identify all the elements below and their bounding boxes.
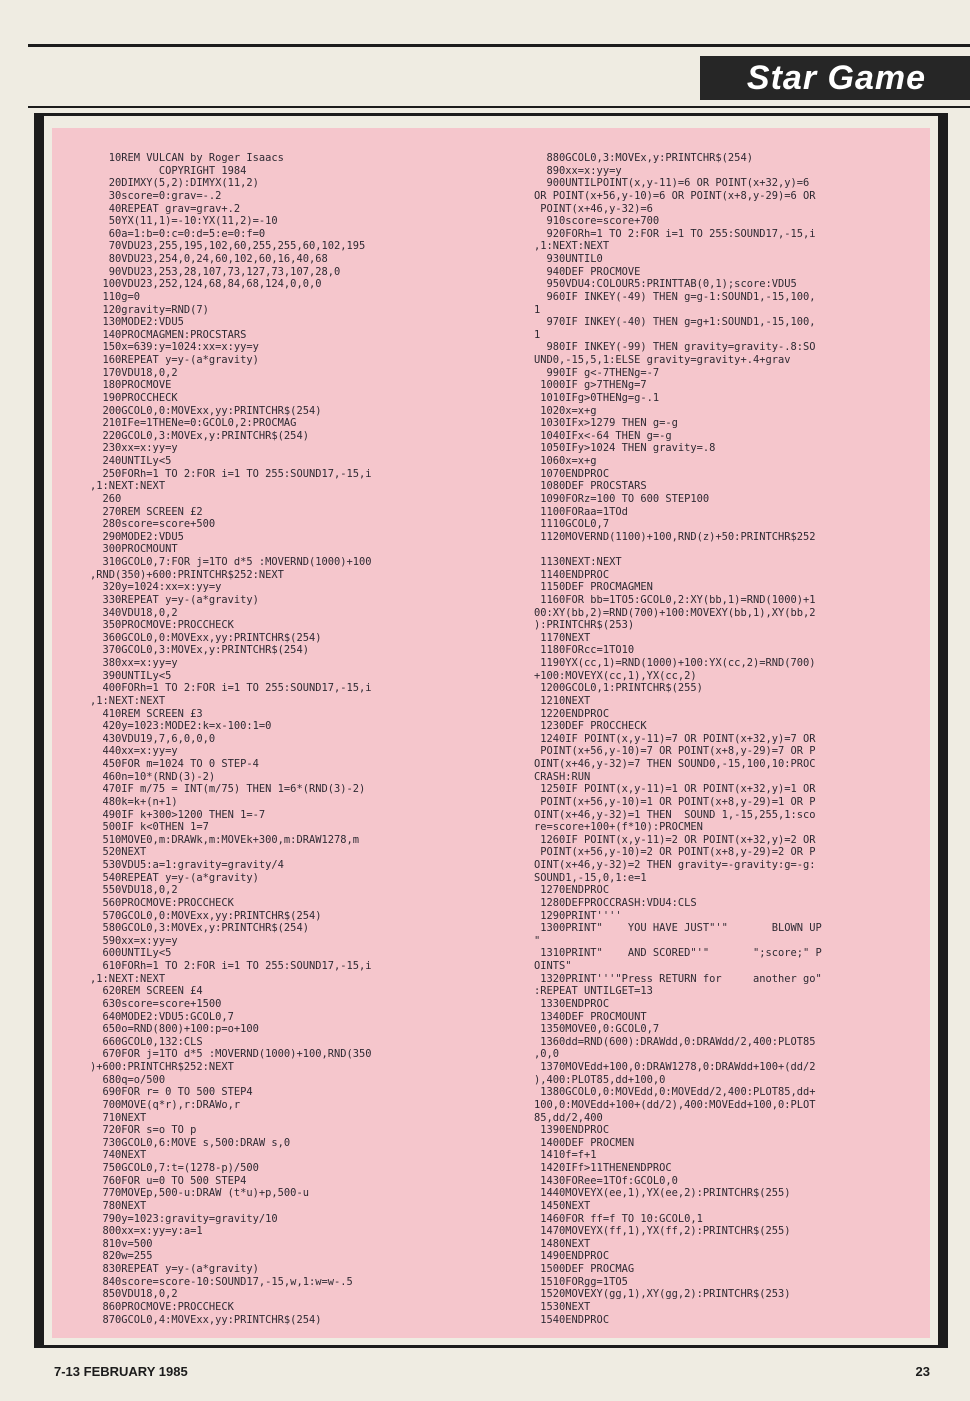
- code-line: 1050IFy>1024 THEN gravity=.8: [534, 442, 716, 455]
- code-line: ,1:NEXT:NEXT: [90, 694, 166, 707]
- code-line: 60a=1:b=0:c=0:d=5:e=0:f=0: [90, 227, 266, 240]
- code-line: 1390ENDPROC: [534, 1124, 610, 1137]
- code-line: 760FOR u=0 TO 500 STEP4: [90, 1174, 247, 1187]
- code-line: 260: [90, 492, 122, 505]
- code-line: 1320PRINT'''"Press RETURN for another go": [534, 972, 822, 985]
- frame-right-bar: [938, 113, 948, 1348]
- code-line: 30score=0:grav=-.2: [90, 189, 222, 202]
- listing-right-column: [534, 152, 822, 1326]
- code-line: POINT(x+56,y-10)=1 OR POINT(x+8,y-29)=1 OR P: [534, 795, 816, 808]
- listing-left-column: [90, 152, 372, 1326]
- code-line: 1350MOVE0,0:GCOL0,7: [534, 1023, 660, 1036]
- code-line: ),400:PLOT85,dd+100,0: [534, 1073, 666, 1086]
- code-line: 340VDU18,0,2: [90, 606, 178, 619]
- code-line: 1080DEF PROCSTARS: [534, 480, 647, 493]
- code-line: POINT(x+56,y-10)=2 OR POINT(x+8,y-29)=2 OR P: [534, 846, 816, 859]
- code-line: 970IF INKEY(-40) THEN g=g+1:SOUND1,-15,100,: [534, 316, 816, 329]
- code-line: 370GCOL0,3:MOVEx,y:PRINTCHR$(254): [90, 644, 309, 657]
- code-line: ,1:NEXT:NEXT: [90, 972, 166, 985]
- code-line: 160REPEAT y=y-(a*gravity): [90, 354, 259, 366]
- code-line: 470IF m/75 = INT(m/75) THEN 1=6*(RND(3)-2): [90, 783, 366, 796]
- code-line: 620REM SCREEN £4: [90, 985, 203, 998]
- code-line: 480k=k+(n+1): [90, 795, 178, 808]
- code-line: 940DEF PROCMOVE: [534, 265, 641, 278]
- code-line: 540REPEAT y=y-(a*gravity): [90, 871, 259, 884]
- code-line: 810v=500: [90, 1237, 153, 1250]
- code-line: 1030IFx>1279 THEN g=-g: [534, 417, 678, 430]
- code-line: 110g=0: [90, 290, 141, 303]
- code-line: 1420IFf>11THENENDPROC: [534, 1162, 672, 1174]
- code-line: 1520MOVEXY(gg,1),XY(gg,2):PRINTCHR$(253): [534, 1288, 791, 1301]
- code-line: 1220ENDPROC: [534, 707, 610, 720]
- code-line: 1180FORcc=1TO10: [534, 644, 635, 657]
- code-line: OINT(x+46,y-32)=2 THEN gravity=-gravity:g=-g:: [534, 859, 816, 871]
- code-line: 400FORh=1 TO 2:FOR i=1 TO 255:SOUND17,-15,i: [90, 682, 372, 695]
- code-line: 380xx=x:yy=y: [90, 657, 178, 669]
- code-line: 1280DEFPROCCRASH:VDU4:CLS: [534, 896, 697, 909]
- code-line: 70VDU23,255,195,102,60,255,255,60,102,195: [90, 240, 366, 253]
- code-line: OINTS": [534, 960, 572, 972]
- code-line: 990IF g<-7THENg=-7: [534, 366, 660, 379]
- code-line: 580GCOL0,3:MOVEx,y:PRINTCHR$(254): [90, 922, 309, 935]
- code-line: re=score+100+(f*10):PROCMEN: [534, 821, 703, 834]
- code-line: 360GCOL0,0:MOVExx,yy:PRINTCHR$(254): [90, 631, 322, 644]
- code-line: 1250IF POINT(x,y-11)=1 OR POINT(x+32,y)=1 OR: [534, 783, 816, 796]
- code-line: 1260IF POINT(x,y-11)=2 OR POINT(x+32,y)=2 OR: [534, 833, 816, 846]
- code-line: 560PROCMOVE:PROCCHECK: [90, 896, 234, 909]
- code-line: 750GCOL0,7:t=(1278-p)/500: [90, 1162, 259, 1174]
- code-line: 1270ENDPROC: [534, 884, 610, 897]
- code-line: 510MOVE0,m:DRAWk,m:MOVEk+300,m:DRAW1278,m: [90, 833, 359, 846]
- code-line: 90VDU23,253,28,107,73,127,73,107,28,0: [90, 265, 341, 278]
- code-line: 1190YX(cc,1)=RND(1000)+100:YX(cc,2)=RND(700): [534, 657, 816, 669]
- code-line: ,1:NEXT:NEXT: [534, 240, 610, 253]
- code-line: 1530NEXT: [534, 1300, 591, 1313]
- code-line: 1360dd=RND(600):DRAWdd,0:DRAWdd/2,400:PLOT85: [534, 1035, 816, 1048]
- code-line: 1410f=f+1: [534, 1149, 597, 1162]
- code-line: 430VDU19,7,6,0,0,0: [90, 732, 216, 745]
- code-line: 410REM SCREEN £3: [90, 707, 203, 720]
- code-line: 570GCOL0,0:MOVExx,yy:PRINTCHR$(254): [90, 909, 322, 922]
- code-line: COPYRIGHT 1984: [90, 164, 247, 177]
- code-line: 860PROCMOVE:PROCCHECK: [90, 1300, 234, 1313]
- code-line: 100,0:MOVEdd+100+(dd/2),400:MOVEdd+100,0:PLOT: [534, 1098, 816, 1111]
- code-line: )+600:PRINTCHR$252:NEXT: [90, 1061, 234, 1073]
- code-line: :REPEAT UNTILGET=13: [534, 985, 653, 998]
- code-line: 1: [534, 328, 541, 341]
- code-line: 1330ENDPROC: [534, 997, 610, 1010]
- code-line: +100:MOVEYX(cc,1),YX(cc,2): [534, 669, 697, 682]
- code-line: POINT(x+46,y-32)=6: [534, 202, 653, 215]
- code-line: 170VDU18,0,2: [90, 366, 178, 379]
- code-line: 730GCOL0,6:MOVE s,500:DRAW s,0: [90, 1136, 291, 1149]
- code-line: OINT(x+46,y-32)=7 THEN SOUND0,-15,100,10:PROC: [534, 758, 816, 770]
- code-line: 790y=1023:gravity=gravity/10: [90, 1212, 278, 1225]
- code-line: 530VDU5:a=1:gravity=gravity/4: [90, 859, 284, 871]
- code-line: 130MODE2:VDU5: [90, 316, 184, 329]
- code-line: ,RND(350)+600:PRINTCHR$252:NEXT: [90, 568, 284, 581]
- code-line: 600UNTILy<5: [90, 947, 172, 960]
- code-line: 520NEXT: [90, 846, 147, 859]
- code-line: 880GCOL0,3:MOVEx,y:PRINTCHR$(254): [534, 152, 753, 164]
- code-line: 220GCOL0,3:MOVEx,y:PRINTCHR$(254): [90, 429, 309, 442]
- code-line: 1090FORz=100 TO 600 STEP100: [534, 492, 710, 505]
- code-line: 960IF INKEY(-49) THEN g=g-1:SOUND1,-15,100,: [534, 290, 816, 303]
- code-line: OR POINT(x+56,y-10)=6 OR POINT(x+8,y-29)=6 OR: [534, 189, 816, 202]
- code-line: 1340DEF PROCMOUNT: [534, 1010, 647, 1023]
- code-line: 1370MOVEdd+100,0:DRAW1278,0:DRAWdd+100+(dd/2: [534, 1061, 816, 1073]
- code-line: 1010IFg>0THENg=g-.1: [534, 391, 660, 404]
- code-line: 1210NEXT: [534, 694, 591, 707]
- code-line: 350PROCMOVE:PROCCHECK: [90, 619, 234, 632]
- code-line: 1100FORaa=1TOd: [534, 505, 628, 518]
- code-line: 120gravity=RND(7): [90, 303, 209, 316]
- code-line: 1070ENDPROC: [534, 467, 610, 480]
- code-line: 900UNTILPOINT(x,y-11)=6 OR POINT(x+32,y)=6: [534, 177, 810, 190]
- code-line: 800xx=x:yy=y:a=1: [90, 1225, 203, 1238]
- code-line: 710NEXT: [90, 1111, 147, 1124]
- code-line: 1470MOVEYX(ff,1),YX(ff,2):PRINTCHR$(255): [534, 1225, 791, 1238]
- top-rule: [28, 44, 970, 47]
- issue-date: 7-13 FEBRUARY 1985: [54, 1364, 188, 1379]
- code-line: 190PROCCHECK: [90, 391, 178, 404]
- code-line: 680q=o/500: [90, 1073, 166, 1086]
- code-line: 240UNTILy<5: [90, 455, 172, 467]
- code-line: [534, 543, 822, 556]
- code-line: 1: [534, 303, 541, 316]
- code-line: 930UNTIL0: [534, 253, 603, 265]
- code-line: 230xx=x:yy=y: [90, 442, 178, 455]
- code-line: 1000IF g>7THENg=7: [534, 379, 647, 392]
- code-line: 720FOR s=o TO p: [90, 1124, 197, 1137]
- code-line: 500IF k<0THEN 1=7: [90, 821, 209, 834]
- code-line: 590xx=x:yy=y: [90, 934, 178, 947]
- code-line: 1510FORgg=1TO5: [534, 1275, 628, 1288]
- code-line: 1020x=x+g: [534, 404, 597, 417]
- code-line: 140PROCMAGMEN:PROCSTARS: [90, 328, 247, 341]
- code-line: 440xx=x:yy=y: [90, 745, 178, 758]
- code-line: 870GCOL0,4:MOVExx,yy:PRINTCHR$(254): [90, 1313, 322, 1326]
- code-line: 610FORh=1 TO 2:FOR i=1 TO 255:SOUND17,-15,i: [90, 960, 372, 972]
- code-line: 1200GCOL0,1:PRINTCHR$(255): [534, 682, 703, 695]
- code-line: 40REPEAT grav=grav+.2: [90, 202, 241, 215]
- code-line: 20DIMXY(5,2):DIMYX(11,2): [90, 177, 259, 190]
- code-line: 50YX(11,1)=-10:YX(11,2)=-10: [90, 215, 278, 228]
- code-line: 1400DEF PROCMEN: [534, 1136, 635, 1149]
- code-line: CRASH:RUN: [534, 770, 591, 783]
- section-title: Star Game: [746, 59, 926, 97]
- code-line: 1150DEF PROCMAGMEN: [534, 581, 653, 594]
- code-line: 450FOR m=1024 TO 0 STEP-4: [90, 758, 259, 770]
- code-line: 1540ENDPROC: [534, 1313, 610, 1326]
- code-line: 1040IFx<-64 THEN g=-g: [534, 429, 672, 442]
- code-line: 700MOVE(q*r),r:DRAWo,r: [90, 1098, 241, 1111]
- code-line: 1110GCOL0,7: [534, 518, 610, 531]
- frame-left-bar: [34, 113, 44, 1348]
- header-rule: [28, 106, 970, 108]
- code-line: POINT(x+56,y-10)=7 OR POINT(x+8,y-29)=7 OR P: [534, 745, 816, 758]
- code-line: 1500DEF PROCMAG: [534, 1263, 635, 1275]
- code-line: 770MOVEp,500-u:DRAW (t*u)+p,500-u: [90, 1187, 309, 1200]
- code-line: 150x=639:y=1024:xx=x:yy=y: [90, 341, 259, 354]
- code-line: 820w=255: [90, 1250, 153, 1263]
- code-line: 1380GCOL0,0:MOVEdd,0:MOVEdd/2,400:PLOT85,dd+: [534, 1086, 816, 1099]
- code-line: 670FOR j=1TO d*5 :MOVERND(1000)+100,RND(350: [90, 1048, 372, 1061]
- code-line: 200GCOL0,0:MOVExx,yy:PRINTCHR$(254): [90, 404, 322, 417]
- code-line: 550VDU18,0,2: [90, 884, 178, 897]
- code-line: 80VDU23,254,0,24,60,102,60,16,40,68: [90, 253, 328, 265]
- code-line: ):PRINTCHR$(253): [534, 619, 635, 632]
- code-line: 250FORh=1 TO 2:FOR i=1 TO 255:SOUND17,-15,i: [90, 467, 372, 480]
- code-line: 920FORh=1 TO 2:FOR i=1 TO 255:SOUND17,-15,i: [534, 227, 816, 240]
- code-line: 1120MOVERND(1100)+100,RND(z)+50:PRINTCHR$252: [534, 530, 816, 543]
- code-line: 270REM SCREEN £2: [90, 505, 203, 518]
- code-line: 1290PRINT'''': [534, 909, 622, 922]
- code-line: 420y=1023:MODE2:k=x-100:1=0: [90, 720, 272, 733]
- code-line: 890xx=x:yy=y: [534, 164, 622, 177]
- code-line: 00:XY(bb,2)=RND(700)+100:MOVEXY(bb,1),XY(bb,2: [534, 606, 816, 619]
- code-line: 290MODE2:VDU5: [90, 530, 184, 543]
- code-line: 1440MOVEYX(ee,1),YX(ee,2):PRINTCHR$(255): [534, 1187, 791, 1200]
- code-line: SOUND1,-15,0,1:e=1: [534, 871, 647, 884]
- code-line: 950VDU4:COLOUR5:PRINTTAB(0,1);score:VDU5: [534, 278, 797, 291]
- code-line: ,1:NEXT:NEXT: [90, 480, 166, 493]
- section-header: [700, 56, 970, 100]
- code-line: 280score=score+500: [90, 518, 216, 531]
- code-line: 390UNTILy<5: [90, 669, 172, 682]
- code-line: 1140ENDPROC: [534, 568, 610, 581]
- page-number: 23: [915, 1364, 930, 1379]
- program-listing: [52, 128, 930, 1338]
- code-line: 630score=score+1500: [90, 997, 222, 1010]
- code-line: 330REPEAT y=y-(a*gravity): [90, 593, 259, 606]
- code-line: 980IF INKEY(-99) THEN gravity=gravity-.8:SO: [534, 341, 816, 354]
- code-line: 850VDU18,0,2: [90, 1288, 178, 1301]
- code-line: 690FOR r= 0 TO 500 STEP4: [90, 1086, 253, 1099]
- code-line: UND0,-15,5,1:ELSE gravity=gravity+.4+grav: [534, 354, 791, 366]
- code-line: 1490ENDPROC: [534, 1250, 610, 1263]
- code-line: 1310PRINT" AND SCORED"'" ";score;" P: [534, 947, 822, 960]
- code-line: 1230DEF PROCCHECK: [534, 720, 647, 733]
- code-line: 1160FOR bb=1TO5:GCOL0,2:XY(bb,1)=RND(1000)+1: [534, 593, 816, 606]
- code-line: 1480NEXT: [534, 1237, 591, 1250]
- code-line: 310GCOL0,7:FOR j=1TO d*5 :MOVERND(1000)+100: [90, 556, 372, 568]
- code-line: OINT(x+46,y-32)=1 THEN SOUND 1,-15,255,1:sco: [534, 808, 816, 821]
- code-line: 840score=score-10:SOUND17,-15,w,1:w=w-.5: [90, 1275, 353, 1288]
- code-line: 1430FORee=1TOf:GCOL0,0: [534, 1174, 678, 1187]
- code-line: 320y=1024:xx=x:yy=y: [90, 581, 222, 594]
- code-line: 640MODE2:VDU5:GCOL0,7: [90, 1010, 234, 1023]
- code-line: 660GCOL0,132:CLS: [90, 1035, 203, 1048]
- code-line: 100VDU23,252,124,68,84,68,124,0,0,0: [90, 278, 322, 291]
- code-line: 490IF k+300>1200 THEN 1=-7: [90, 808, 266, 821]
- code-line: 1460FOR ff=f TO 10:GCOL0,1: [534, 1212, 703, 1225]
- code-line: 1170NEXT: [534, 631, 591, 644]
- code-line: 910score=score+700: [534, 215, 660, 228]
- code-line: 1240IF POINT(x,y-11)=7 OR POINT(x+32,y)=7 OR: [534, 732, 816, 745]
- code-line: 1060x=x+g: [534, 455, 597, 467]
- code-line: 85,dd/2,400: [534, 1111, 603, 1124]
- code-line: 180PROCMOVE: [90, 379, 172, 392]
- code-line: 830REPEAT y=y-(a*gravity): [90, 1263, 259, 1275]
- code-line: 1300PRINT" YOU HAVE JUST"'" BLOWN UP: [534, 922, 822, 935]
- code-line: 1130NEXT:NEXT: [534, 556, 622, 568]
- code-line: 1450NEXT: [534, 1199, 591, 1212]
- code-line: 740NEXT: [90, 1149, 147, 1162]
- code-line: 460n=10*(RND(3)-2): [90, 770, 216, 783]
- code-line: 210IFe=1THENe=0:GCOL0,2:PROCMAG: [90, 417, 297, 430]
- code-line: ": [534, 934, 541, 947]
- code-line: ,0,0: [534, 1048, 560, 1061]
- code-line: 300PROCMOUNT: [90, 543, 178, 556]
- code-line: 780NEXT: [90, 1199, 147, 1212]
- code-line: 10REM VULCAN by Roger Isaacs: [90, 152, 284, 164]
- code-line: 650o=RND(800)+100:p=o+100: [90, 1023, 259, 1036]
